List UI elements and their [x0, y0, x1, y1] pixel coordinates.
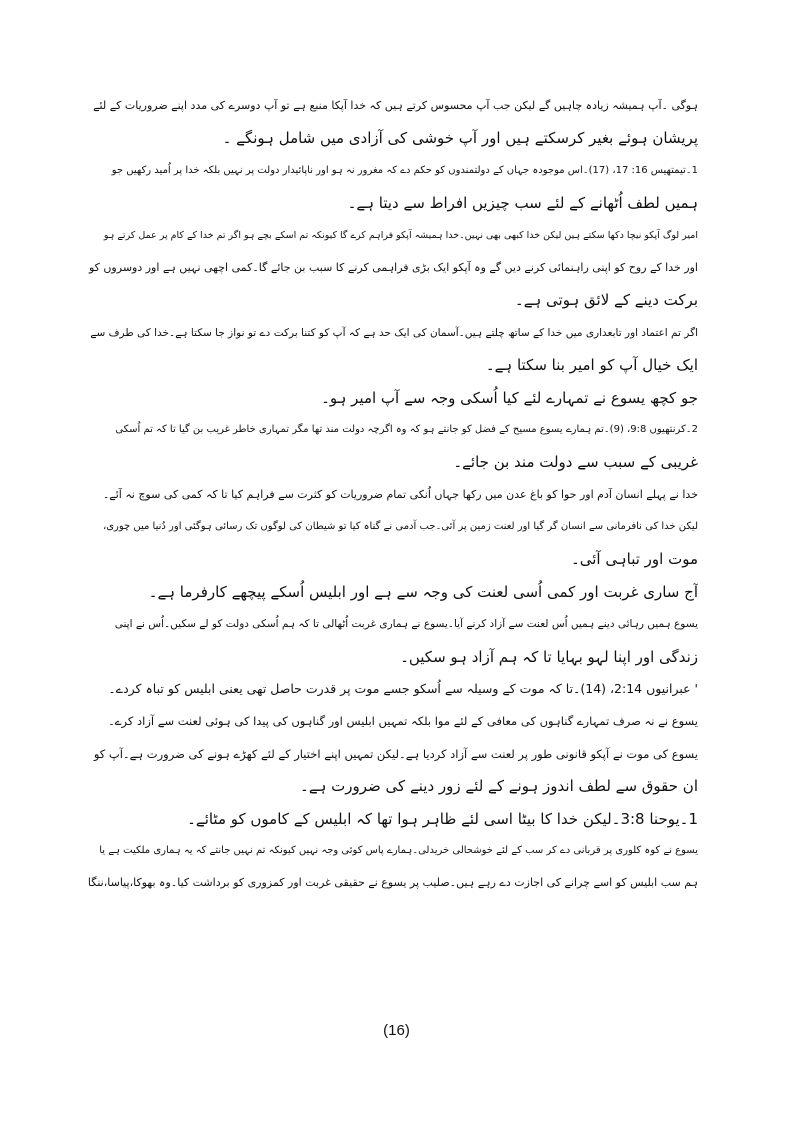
text-line: جو کچھ یسوع نے تمہارے لئے کیا اُسکی وجہ سے آپ امیر ہو۔ — [321, 388, 698, 407]
text-line: پریشان ہوئے بغیر کرسکتے ہیں اور آپ خوشی کی آزادی میں شامل ہونگے ۔ — [222, 129, 698, 148]
text-line: ایک خیال آپ کو امیر بنا سکتا ہے۔ — [485, 356, 698, 375]
text-line: یسوع ہمیں رہائی دینے ہمیں اُس لعنت سے آزاد کرنے آیا۔یسوع نے ہماری غربت اُٹھالی تا کہ ہم اُسکی دولت کو لے سکیں۔اُس نے اپنی — [114, 618, 698, 631]
text-line: موت اور تباہی آئی۔ — [570, 550, 698, 569]
text-line: امیر لوگ آپکو نیچا دکھا سکتے ہیں لیکن خدا کبھی بھی نہیں۔خدا ہمیشہ آپکو فراہم کرے گا کیونکہ تم اسکے بچے ہو اگر تم خدا کے کام پر عمل کرتے ہو — [103, 229, 698, 241]
text-line: برکت دینے کے لائق ہوتی ہے۔ — [514, 291, 698, 310]
text-line: اگر تم اعتماد اور تابعداری میں خدا کے ساتھ چلتے ہیں۔آسمان کی ایک حد ہے کہ آپ کو کتنا برکت دے تو نواز جا سکتا ہے۔خدا کی طرف سے — [90, 326, 698, 339]
body-text — [88, 90, 698, 900]
text-line: خدا نے پہلے انسان آدم اور حوا کو باغ عدن میں رکھا جہاں اُنکی تمام ضروریات کو کثرت سے فراہم کیا تا کہ کمی کی سوچ نہ آئے۔ — [102, 487, 698, 501]
text-line: اور خدا کے روح کو اپنی راہنمائی کرنے دیں گے وہ آپکو ایک بڑی فراہمی کرنے کا سبب بن جائے گا۔کمی اچھی نہیں ہے اور دوسروں کو — [88, 260, 698, 274]
text-line: ہوگی ۔آپ ہمیشہ زیادہ چاہیں گے لیکن جب آپ محسوس کرتے ہیں کہ خدا آپکا منبع ہے تو آپ دوسرے کی مدد اپنے ضروریات کے لئے — [93, 99, 698, 112]
text-line: ہم سب ابلیس کو اسے چرانے کی اجازت دے رہے ہیں۔صلیب پر یسوع نے حقیقی غربت اور کمزوری کو برداشت کیا۔وہ بھوکا،پیاسا،ننگا — [88, 876, 698, 890]
text-line: یسوع نے نہ صرف تمہارے گناہوں کی معافی کے لئے موا بلکہ تمہیں ابلیس اور گناہوں کی پیدا کی ہوئی لعنت سے آزاد کرے۔ — [108, 714, 698, 729]
text-line: ہمیں لطف اُٹھانے کے لئے سب چیزیں افراط سے دیتا ہے۔ — [347, 194, 698, 213]
text-line: ان حقوق سے لطف اندوز ہونے کے لئے زور دینے کی ضرورت ہے۔ — [300, 777, 698, 796]
text-line: زندگی اور اپنا لہو بہایا تا کہ ہم آزاد ہو سکیں۔ — [400, 647, 698, 666]
text-line: یسوع کی موت نے آپکو قانونی طور پر لعنت سے آزاد کردیا ہے۔لیکن تمہیں اپنے اختیار کے لئے کھڑے ہونے کی ضرورت ہے۔آپ کو — [93, 746, 698, 761]
text-line: یسوع نے کوہ کلوری پر قربانی دے کر سب کے لئے خوشحالی خریدلی۔ہمارے پاس کوئی وجہ نہیں کیونکہ تم نہیں جانتے کہ یہ ہماری ملکیت ہے یا — [99, 844, 698, 856]
text-line: ' عبرانیوں 2:14، (14)۔تا کہ موت کے وسیلہ سے اُسکو جسے موت پر قدرت حاصل تھی یعنی ابلیس کو تباہ کردے۔ — [108, 681, 698, 697]
page-number: (16) — [383, 1022, 410, 1039]
text-line: 1۔یوحنا 3:8۔لیکن خدا کا بیٹا اسی لئے ظاہر ہوا تھا کہ ابلیس کے کاموں کو مٹائے۔ — [187, 809, 698, 828]
text-line: غریبی کے سبب سے دولت مند بن جائے۔ — [453, 453, 698, 472]
text-line: 1۔تیمتھیس 16: 17، (17)۔اس موجودہ جہاں کے دولتمندوں کو حکم دے کہ مغرور نہ ہو اور ناپائیدار دولت پر نہیں بلکہ خدا پر اُمید رکھیں جو — [111, 164, 698, 176]
text-line: لیکن خدا کی نافرمانی سے انسان گر گیا اور لعنت زمین پر آئی۔جب آدمی نے گناہ کیا تو شیطان کی لوگوں تک رسائی ہوگئی اور دُنیا میں چوری، — [102, 521, 698, 533]
text-line: 2۔کرنتھیوں 9:8، (9)۔تم ہمارے یسوع مسیح کے فضل کو جانتے ہو کہ وہ اگرچہ دولت مند تھا مگر تمہاری خاطر غریب بن گیا تا کہ تم اُسکی — [115, 423, 698, 435]
text-line: آج ساری غربت اور کمی اُسی لعنت کی وجہ سے ہے اور ابلیس اُسکے پیچھے کارفرما ہے۔ — [148, 582, 698, 601]
